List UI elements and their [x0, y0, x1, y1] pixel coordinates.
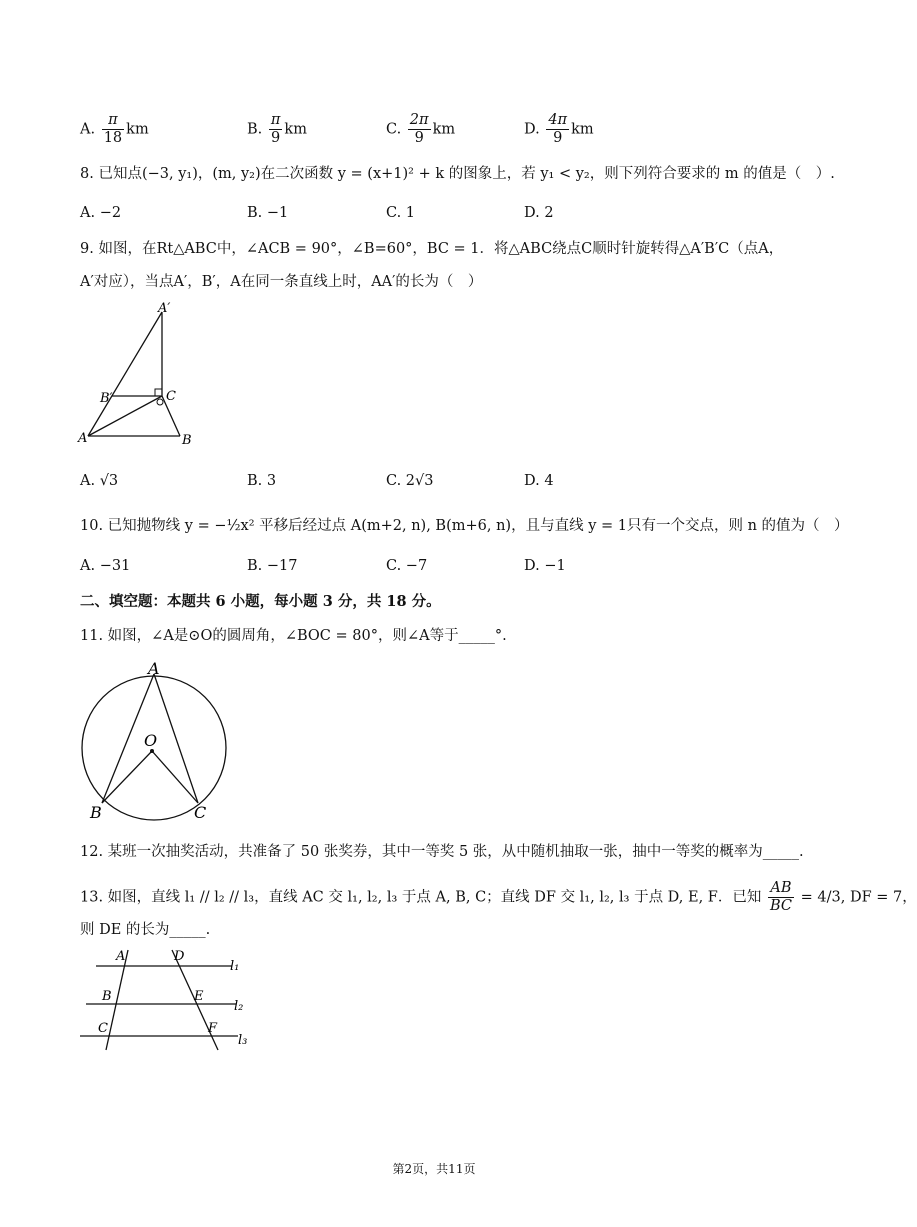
q13-label-a: A [116, 949, 126, 964]
q9-label-c: C [166, 389, 176, 404]
q7-option-a: A. $\frac{\pi}{18}$ km [80, 112, 149, 146]
q13-label-l2: l₂ [234, 999, 244, 1014]
q9-option-b: B. 3 [247, 473, 277, 489]
q13-label-e: E [194, 989, 204, 1004]
q12-stem: 12. 某班一次抽奖活动，共准备了 50 张奖券，其中一等奖 5 张，从中随机抽取一张，抽中一等奖的概率为_____. [80, 844, 804, 860]
q13-label-b: B [102, 989, 112, 1004]
q7-option-d: D. $\frac{4\pi}{9}$ km [524, 112, 594, 146]
q8-stem: 8. 已知点(−3, y₁)，(m, y₂)在二次函数 y = (x+1)² + k 的图象上，若 y₁ < y₂，则下列符合要求的 m 的值是（ ）. [80, 166, 835, 182]
q9-label-a-prime: A′ [158, 301, 171, 316]
q11-label-o: O [144, 731, 158, 750]
q9-label-b: B [182, 433, 192, 448]
page-footer: 第2页，共11页 [392, 1162, 476, 1176]
q9-label-b-prime: B′ [100, 391, 113, 406]
q13-stem-line2: 则 DE 的长为_____. [80, 922, 211, 938]
q10-stem: 10. 已知抛物线 y = −½x² 平移后经过点 A(m+2, n), B(m+6, n)，且与直线 y = 1只有一个交点，则 n 的值为（ ） [80, 518, 849, 534]
q13-label-c: C [98, 1021, 108, 1036]
q8-option-a: A. −2 [80, 205, 122, 221]
q13-stem-part1: 13. 如图，直线 l₁ // l₂ // l₃，直线 AC 交 l₁, l₂, l₃ 于点 A, B, C；直线 DF 交 l₁, l₂, l₃ 于点 D, E, F．已知 [80, 889, 762, 906]
q7-option-b: B. $\frac{\pi}{9}$ km [247, 112, 307, 146]
q8-option-c: C. 1 [386, 205, 416, 221]
q9-stem-line2: A′对应），当点A′，B′，A在同一条直线上时，AA′的长为（ ） [80, 274, 483, 290]
q7-option-c: C. $\frac{2\pi}{9}$ km [386, 112, 456, 146]
q9-option-a: A. √3 [80, 473, 119, 489]
q10-option-d: D. −1 [524, 558, 566, 574]
q9-option-d: D. 4 [524, 473, 554, 489]
section2-title: 二、填空题：本题共 6 小题，每小题 3 分，共 18 分。 [80, 593, 441, 610]
q9-label-a: A [78, 431, 88, 446]
q11-circle-figure [76, 656, 236, 826]
q9-stem-line1: 9. 如图，在Rt△ABC中，∠ACB = 90°，∠B=60°，BC = 1．将△ABC绕点C顺时针旋转得△A′B′C（点A， [80, 241, 784, 257]
q11-label-c: C [194, 803, 207, 822]
q11-stem: 11. 如图，∠A是⊙O的圆周角，∠BOC = 80°，则∠A等于_____°. [80, 628, 507, 644]
q10-option-c: C. −7 [386, 558, 428, 574]
q11-label-a: A [148, 659, 160, 678]
q13-stem-line1 [80, 880, 917, 915]
q8-option-b: B. −1 [247, 205, 289, 221]
q13-fraction: $\frac{AB}{BC}$ [769, 880, 793, 914]
q13-label-d: D [174, 949, 185, 964]
q9-option-c: C. 2√3 [386, 473, 434, 489]
q13-parallel-lines-figure [76, 944, 266, 1054]
q10-option-b: B. −17 [247, 558, 298, 574]
q13-stem-part2: = 4/3, DF = 7， [800, 889, 917, 906]
q13-label-l1: l₁ [230, 959, 240, 974]
q13-label-l3: l₃ [238, 1033, 248, 1048]
q8-option-d: D. 2 [524, 205, 554, 221]
q11-label-b: B [90, 803, 102, 822]
q10-option-a: A. −31 [80, 558, 131, 574]
q13-label-f: F [208, 1021, 218, 1036]
q9-triangle-figure [70, 300, 210, 450]
